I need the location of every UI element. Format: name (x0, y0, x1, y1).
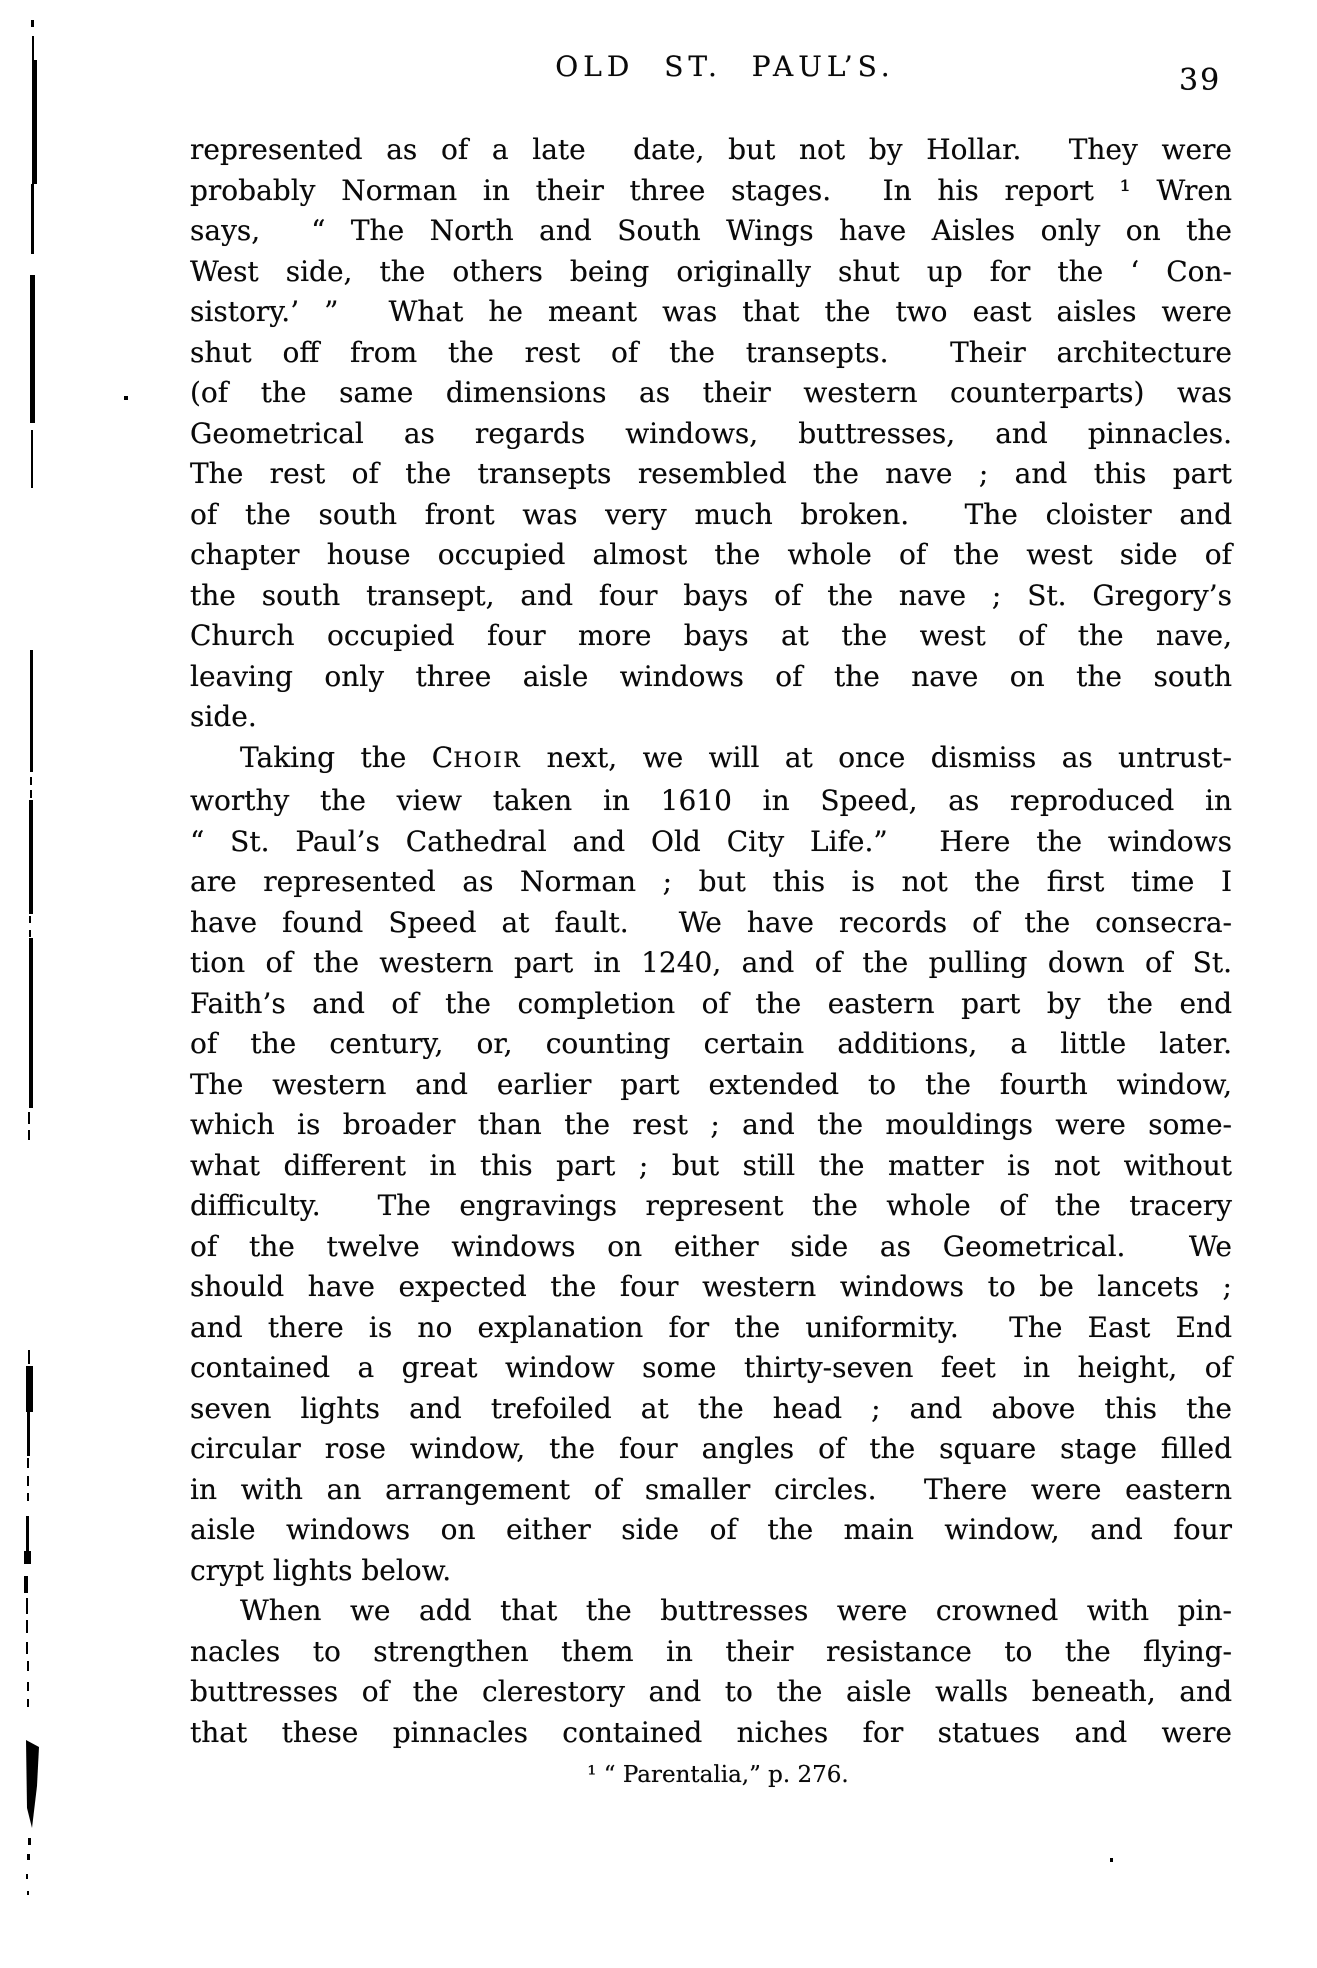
text-line: Church occupied four more bays at the west of the nave, (190, 619, 1232, 652)
text-line: crypt lights below. (190, 1553, 452, 1587)
body-text (190, 130, 1232, 1753)
text-run: next, we will at once dismiss as untrust- (521, 740, 1232, 774)
text-line: of the century, or, counting certain additions, a little later. (190, 1027, 1232, 1060)
text-line: West side, the others being originally shut up for the ‘ Con- (190, 254, 1232, 288)
text-line: circular rose window, the four angles of the square stage filled (190, 1432, 1232, 1465)
text-run: HOIR (453, 747, 522, 773)
text-line: probably Norman in their three stages. In his report ¹ Wren (190, 173, 1232, 207)
text-line: difficulty. The engravings represent the whole of the tracery (190, 1189, 1232, 1222)
text-line: worthy the view taken in 1610 in Speed, as reproduced in (190, 784, 1232, 817)
text-line: nacles to strengthen them in their resistance to the flying- (190, 1634, 1232, 1668)
text-line: that these pinnacles contained niches for statues and were (190, 1715, 1232, 1749)
text-line: says, “ The North and South Wings have Aisles only on the (190, 214, 1232, 247)
paragraph (190, 130, 1232, 738)
text-run: Taking the C (240, 740, 454, 774)
paragraph (190, 1591, 1232, 1753)
text-line: what different in this part ; but still the matter is not without (190, 1148, 1232, 1182)
text-line: of the south front was very much broken. The cloister and (190, 497, 1232, 531)
text-line: side. (190, 700, 257, 733)
text-line: Geometrical as regards windows, buttresses, and pinnacles. (190, 416, 1232, 450)
footnote: ¹ “ Parentalia,” p. 276. (587, 1762, 849, 1788)
text-line: should have expected the four western windows to be lancets ; (190, 1270, 1232, 1303)
running-title: OLD ST. PAUL’S. (555, 50, 895, 83)
text-line: (of the same dimensions as their western counterparts) was (190, 376, 1232, 409)
text-line: “ St. Paul’s Cathedral and Old City Life.” Here the windows (190, 824, 1232, 858)
text-line: and there is no explanation for the uniformity. The East End (190, 1310, 1232, 1344)
text-line: When we add that the buttresses were crowned with pin- (240, 1594, 1232, 1627)
text-line: seven lights and trefoiled at the head ; and above this the (190, 1391, 1232, 1425)
text-line: tion of the western part in 1240, and of the pulling down of St. (190, 946, 1232, 979)
text-line: leaving only three aisle windows of the nave on the south (190, 659, 1232, 693)
text-line: which is broader than the rest ; and the mouldings were some- (190, 1108, 1232, 1141)
text-line: contained a great window some thirty-seven feet in height, of (190, 1351, 1232, 1384)
text-line: sistory.’ ” What he meant was that the two east aisles were (190, 295, 1232, 328)
text-line: are represented as Norman ; but this is not the first time I (190, 865, 1232, 898)
text-line: shut off from the rest of the transepts. Their architecture (190, 335, 1232, 369)
text-line (190, 738, 1232, 782)
text-line: have found Speed at fault. We have records of the consecra- (190, 905, 1232, 939)
page-number: 39 (1179, 63, 1222, 98)
text-line: of the twelve windows on either side as Geometrical. We (190, 1229, 1232, 1263)
paragraph (190, 738, 1232, 1592)
text-line: The rest of the transepts resembled the nave ; and this part (190, 457, 1232, 490)
text-line: The western and earlier part extended to the fourth window, (190, 1067, 1232, 1101)
text-line: represented as of a late date, but not by Hollar. They were (190, 133, 1232, 166)
text-line: chapter house occupied almost the whole of the west side of (190, 538, 1232, 571)
text-line: the south transept, and four bays of the nave ; St. Gregory’s (190, 578, 1232, 612)
text-line: buttresses of the clerestory and to the aisle walls beneath, and (190, 1675, 1232, 1708)
text-line: aisle windows on either side of the main window, and four (190, 1513, 1232, 1546)
text-line: Faith’s and of the completion of the eastern part by the end (190, 986, 1232, 1020)
text-line: in with an arrangement of smaller circles. There were eastern (190, 1472, 1232, 1506)
